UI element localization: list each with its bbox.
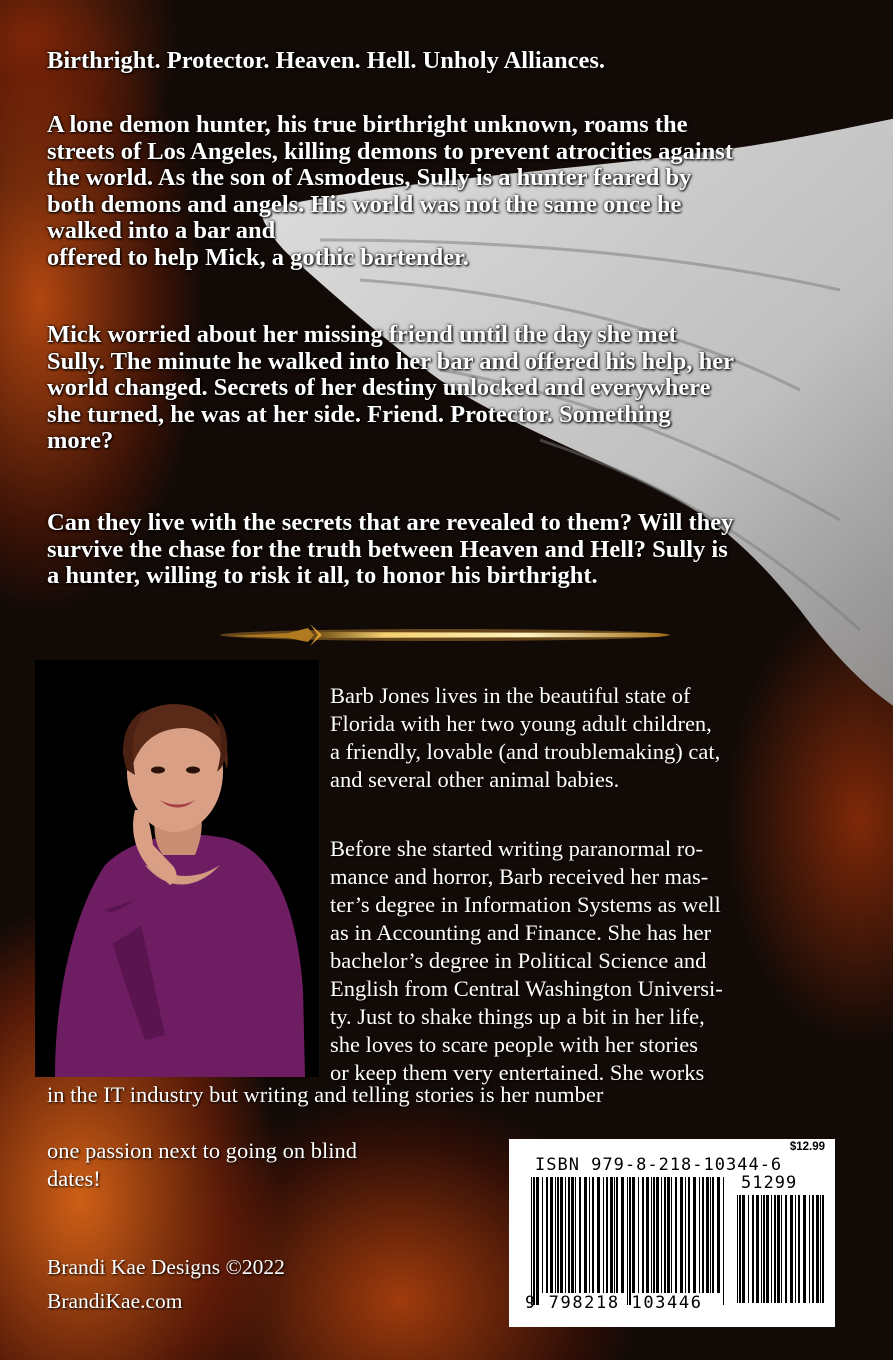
barcode-bar (822, 1195, 824, 1303)
barcode-bar (680, 1177, 683, 1293)
blurb-line: Can they live with the secrets that are revealed to them? Will they (47, 509, 734, 536)
barcode-bar (575, 1177, 576, 1293)
bio-line: Before she started writing paranormal ro- (330, 836, 703, 861)
addon-barcode (737, 1195, 827, 1315)
barcode-bar (632, 1177, 635, 1293)
barcode-bar (621, 1177, 624, 1293)
barcode-bar (809, 1195, 810, 1303)
author-bio-paragraph-2-continued (47, 1081, 867, 1109)
barcode-bar (664, 1177, 666, 1293)
barcode-bar (723, 1177, 724, 1305)
barcode-bar (712, 1177, 714, 1293)
barcode-bar (685, 1177, 686, 1293)
barcode-bar (812, 1195, 814, 1303)
barcode-bar (688, 1177, 690, 1293)
bio-line: bachelor’s degree in Political Science and (330, 948, 707, 973)
author-photo (35, 660, 319, 1077)
author-bio-paragraph-2-end (47, 1137, 477, 1193)
blurb-line: world changed. Secrets of her destiny unlocked and everywhere (47, 374, 711, 401)
barcode-bar (777, 1195, 780, 1303)
barcode-bar (785, 1195, 787, 1303)
barcode-bar (568, 1177, 570, 1293)
barcode-bar (646, 1177, 649, 1293)
barcode-bar (651, 1177, 652, 1293)
barcode-bar (533, 1177, 535, 1305)
blurb-line: survive the chase for the truth between Heaven and Hell? Sully is (47, 535, 728, 563)
barcode-bar (616, 1177, 618, 1293)
barcode-bar (589, 1177, 590, 1293)
designer-credit: Brandi Kae Designs ©2022 (47, 1255, 285, 1279)
blurb-line: offered to help Mick, a gothic bartender. (47, 243, 469, 271)
barcode-bar (550, 1177, 553, 1293)
barcode-bar (531, 1177, 532, 1305)
price-label: $12.99 (789, 1141, 825, 1153)
barcode-bar (653, 1177, 655, 1293)
barcode-bar (798, 1195, 800, 1303)
barcode-bar (737, 1195, 738, 1303)
blurb-line: more? (47, 427, 114, 454)
barcode-bar (614, 1177, 615, 1293)
barcode-bar (597, 1177, 600, 1293)
bio-line: mance and horror, Barb received her mas- (330, 864, 709, 889)
barcode-bar (756, 1195, 759, 1303)
barcode-bar (542, 1177, 543, 1293)
barcode-bar (606, 1177, 608, 1293)
bio-line: ty. Just to shake things up a bit in her life, (330, 1004, 705, 1029)
barcode-bar (557, 1177, 559, 1293)
barcode-bar (710, 1177, 711, 1293)
blurb-line: both demons and angels. His world was not the same once he (47, 190, 682, 218)
blurb-paragraph-3 (47, 510, 877, 590)
blurb-line: she turned, he was at her side. Friend. Protector. Something (47, 400, 671, 428)
barcode-panel (509, 1139, 835, 1327)
bio-line: a friendly, lovable (and troublemaking) cat, (330, 739, 721, 764)
bio-line: ter’s degree in Information Systems as well (330, 892, 721, 917)
blurb-line: the world. As the son of Asmodeus, Sully is a hunter feared by (47, 164, 692, 191)
blurb-line: A lone demon hunter, his true birthright unknown, roams the (47, 111, 688, 138)
barcode-bar (584, 1177, 587, 1293)
ean-barcode (531, 1177, 727, 1305)
barcode-bar (742, 1195, 745, 1303)
bio-line: Barb Jones lives in the beautiful state of (330, 683, 691, 708)
author-portrait-image (35, 660, 319, 1077)
barcode-bar (816, 1195, 819, 1303)
tagline: Birthright. Protector. Heaven. Hell. Unholy Alliances. (47, 47, 606, 74)
author-bio-paragraph-2 (330, 835, 870, 1087)
price-addon-code: 51299 (741, 1173, 798, 1193)
bio-line: in the IT industry but writing and telling stories is her number (47, 1082, 604, 1107)
barcode-bar (560, 1177, 563, 1293)
barcode-bar (781, 1195, 782, 1303)
barcode-bar (642, 1177, 644, 1293)
bio-line: dates! (47, 1166, 101, 1191)
ean-digits: 9 798218 103446 (525, 1293, 703, 1313)
barcode-bar (748, 1195, 749, 1303)
barcode-bar (565, 1177, 566, 1293)
barcode-bar (790, 1195, 793, 1303)
blurb-line: walked into a bar and (47, 217, 276, 244)
blurb-paragraph-1 (47, 112, 877, 271)
barcode-bar (536, 1177, 539, 1305)
bio-line: Florida with her two young adult children, (330, 711, 712, 736)
blurb-line: Mick worried about her missing friend until the day she met (47, 321, 677, 348)
bio-line: one passion next to going on blind (47, 1138, 357, 1163)
barcode-bar (638, 1177, 639, 1293)
barcode-bar (592, 1177, 594, 1293)
barcode-bar (774, 1195, 776, 1303)
barcode-bar (571, 1177, 574, 1293)
barcode-bar (579, 1177, 581, 1293)
barcode-bar (555, 1177, 556, 1293)
designer-website: BrandiKae.com (47, 1289, 183, 1313)
barcode-bar (675, 1177, 677, 1293)
bio-line: English from Central Washington Universi- (330, 976, 723, 1001)
sword-divider-image (218, 620, 673, 650)
blurb-line: a hunter, willing to risk it all, to honor his birthright. (47, 562, 598, 589)
blurb-line: streets of Los Angeles, killing demons to prevent atrocities against (47, 137, 733, 165)
barcode-bar (610, 1177, 613, 1293)
blurb-paragraph-2 (47, 322, 867, 455)
barcode-bar (693, 1177, 696, 1293)
blurb-line: Sully. The minute he walked into her bar and offered his help, her (47, 347, 735, 375)
barcode-bar (717, 1177, 720, 1293)
isbn-label: ISBN 979-8-218-10344-6 (535, 1155, 783, 1175)
barcode-bar (739, 1195, 741, 1303)
barcode-bar (702, 1177, 704, 1293)
barcode-bar (763, 1195, 765, 1303)
barcode-bar (546, 1177, 548, 1293)
barcode-bar (795, 1195, 796, 1303)
barcode-bar (667, 1177, 670, 1293)
barcode-bar (627, 1177, 628, 1305)
barcode-bar (820, 1195, 821, 1303)
barcode-bar (706, 1177, 709, 1293)
barcode-bar (771, 1195, 772, 1303)
barcode-bar (752, 1195, 754, 1303)
barcode-bar (803, 1195, 806, 1303)
barcode-bar (603, 1177, 604, 1293)
barcode-bar (761, 1195, 762, 1303)
bio-line: as in Accounting and Finance. She has her (330, 920, 712, 945)
bio-line: or keep them very entertained. She works (330, 1060, 705, 1085)
barcode-bar (699, 1177, 700, 1293)
barcode-bar (661, 1177, 662, 1293)
barcode-bar (656, 1177, 659, 1293)
bio-line: and several other animal babies. (330, 767, 620, 792)
bio-line: she loves to scare people with her stories (330, 1032, 699, 1057)
barcode-bar (671, 1177, 672, 1293)
author-bio-paragraph-1 (330, 682, 870, 794)
barcode-bar (766, 1195, 769, 1303)
barcode-bar (629, 1177, 631, 1305)
